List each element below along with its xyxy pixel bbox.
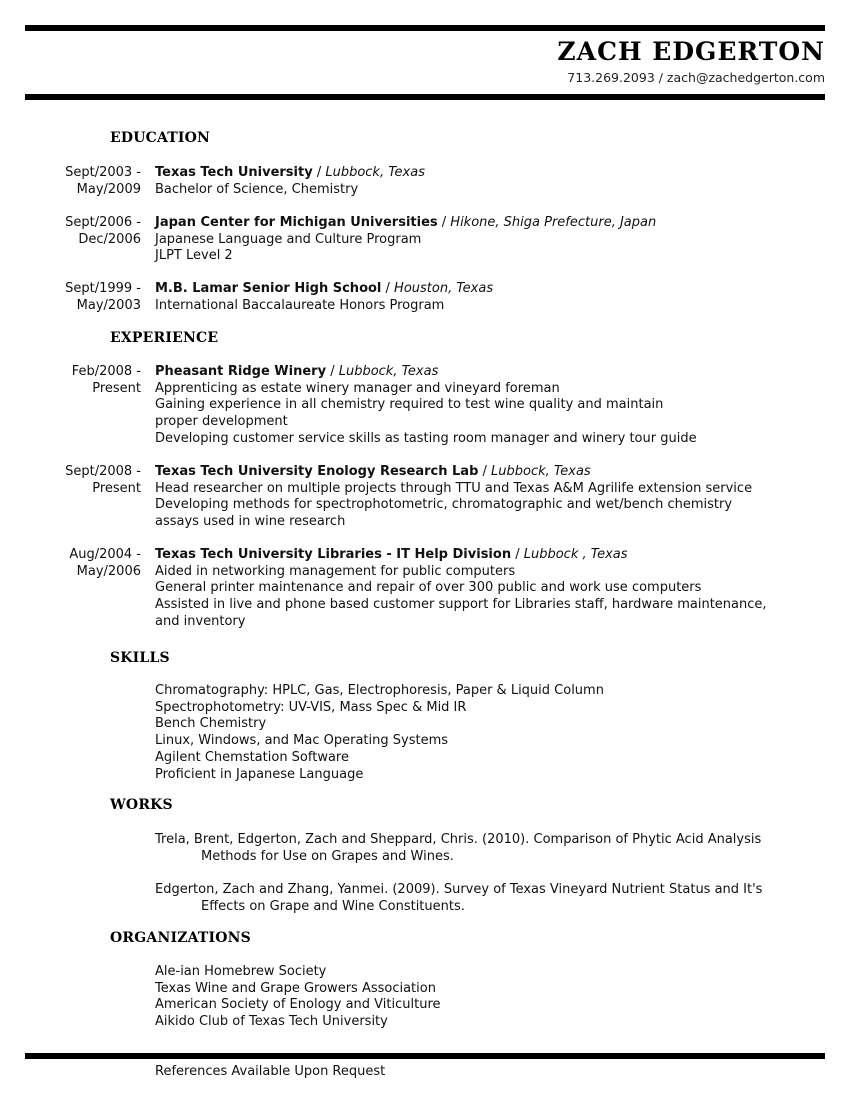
citation-line: Edgerton, Zach and Zhang, Yanmei. (2009). Survey of Texas Vineyard Nutrient Status and It's (155, 882, 763, 897)
entry-line: International Baccalaureate Honors Program (155, 297, 445, 313)
entry-line: Japanese Language and Culture Program (155, 231, 422, 247)
entry-line: Developing methods for spectrophotometric, chromatographic and wet/bench chemistry (155, 497, 733, 513)
date-end: Present (92, 480, 141, 496)
location: Lubbock , Texas (523, 547, 628, 562)
skill-item: Agilent Chemstation Software (155, 749, 349, 765)
separator: / (511, 547, 524, 562)
employer-name: Texas Tech University Libraries - IT Help Division (155, 547, 512, 562)
entry-line: JLPT Level 2 (155, 248, 233, 264)
date-end: Present (92, 380, 141, 396)
organizations-list (155, 964, 441, 1031)
section-title-organizations: ORGANIZATIONS (110, 930, 251, 946)
skill-item: Linux, Windows, and Mac Operating Systems (155, 733, 449, 749)
skill-item: Spectrophotometry: UV-VIS, Mass Spec & Mid IR (155, 699, 467, 715)
location: Hikone, Shiga Prefecture, Japan (450, 215, 657, 230)
entry-dates (65, 165, 141, 198)
skill-item: Chromatography: HPLC, Gas, Electrophoresis, Paper & Liquid Column (155, 683, 604, 698)
entry-dates (65, 215, 141, 248)
header-top-rule (25, 25, 825, 31)
date-start: Sept/1999 - (65, 281, 141, 296)
section-title-skills: SKILLS (110, 650, 170, 666)
location: Lubbock, Texas (338, 364, 439, 379)
contact-info: 713.269.2093 / zach@zachedgerton.com (567, 70, 825, 85)
separator: / (478, 464, 492, 479)
entry-dates (65, 281, 141, 314)
location: Houston, Texas (394, 281, 494, 296)
skills-list (155, 683, 604, 783)
date-end: May/2003 (76, 297, 141, 313)
organization-item: American Society of Enology and Viticulture (155, 997, 441, 1013)
resume-name: ZACH EDGERTON (557, 37, 825, 66)
citation-line: Trela, Brent, Edgerton, Zach and Sheppard, Chris. (2010). Comparison of Phytic Acid Analysis (155, 832, 762, 847)
work-citation (155, 882, 762, 915)
entry-line: Head researcher on multiple projects through TTU and Texas A&M Agrilife extension service (155, 480, 753, 496)
separator: / (326, 364, 339, 379)
organization-item: Aikido Club of Texas Tech University (155, 1014, 388, 1030)
entry-line: Aided in networking management for public computers (155, 563, 516, 579)
entry-body (155, 281, 493, 314)
organization-item: Ale-ian Homebrew Society (155, 964, 327, 979)
entry-line: Assisted in live and phone based customer support for Libraries staff, hardware maintenance, (155, 597, 767, 613)
date-start: Aug/2004 - (69, 547, 141, 562)
entry-line: assays used in wine research (155, 514, 346, 530)
date-start: Sept/2003 - (65, 165, 141, 180)
date-start: Sept/2006 - (65, 215, 141, 230)
entry-dates (65, 464, 141, 497)
date-start: Sept/2008 - (65, 464, 141, 479)
entry-body (155, 547, 767, 631)
entry-dates (69, 547, 141, 580)
organization-item: Texas Wine and Grape Growers Association (155, 980, 436, 996)
entry-line: Bachelor of Science, Chemistry (155, 181, 359, 197)
entry-line: Developing customer service skills as tasting room manager and winery tour guide (155, 430, 697, 446)
section-title-education: EDUCATION (110, 130, 211, 146)
institution-name: Texas Tech University (155, 165, 313, 180)
entry-body (155, 464, 752, 531)
entry-line: Apprenticing as estate winery manager and vineyard foreman (155, 380, 560, 396)
separator: / (381, 281, 395, 296)
entry-line: General printer maintenance and repair of over 300 public and work use computers (155, 580, 702, 596)
section-title-works: WORKS (110, 797, 173, 813)
date-start: Feb/2008 - (71, 364, 141, 379)
separator: / (437, 215, 451, 230)
entry-body (155, 364, 697, 448)
references-note: References Available Upon Request (155, 1064, 386, 1079)
work-citation (155, 832, 761, 865)
location: Lubbock, Texas (325, 165, 425, 180)
date-end: May/2009 (76, 181, 141, 197)
separator: / (312, 165, 326, 180)
citation-line: Effects on Grape and Wine Constituents. (201, 898, 465, 914)
entry-line: Gaining experience in all chemistry required to test wine quality and maintain (155, 397, 664, 413)
skill-item: Bench Chemistry (155, 716, 267, 732)
location: Lubbock, Texas (491, 464, 591, 479)
entry-body (155, 165, 425, 198)
employer-name: Pheasant Ridge Winery (155, 364, 327, 379)
entry-dates (72, 364, 141, 397)
section-title-experience: EXPERIENCE (110, 330, 219, 346)
institution-name: Japan Center for Michigan Universities (155, 215, 438, 230)
institution-name: M.B. Lamar Senior High School (155, 281, 382, 296)
footer-rule (25, 1053, 825, 1059)
skill-item: Proficient in Japanese Language (155, 766, 364, 782)
date-end: May/2006 (76, 563, 141, 579)
date-end: Dec/2006 (78, 231, 141, 247)
entry-line: proper development (155, 414, 288, 430)
entry-body (155, 215, 656, 265)
header-bottom-rule (25, 94, 825, 100)
entry-line: and inventory (155, 613, 246, 629)
employer-name: Texas Tech University Enology Research Lab (155, 464, 479, 479)
citation-line: Methods for Use on Grapes and Wines. (201, 848, 454, 864)
